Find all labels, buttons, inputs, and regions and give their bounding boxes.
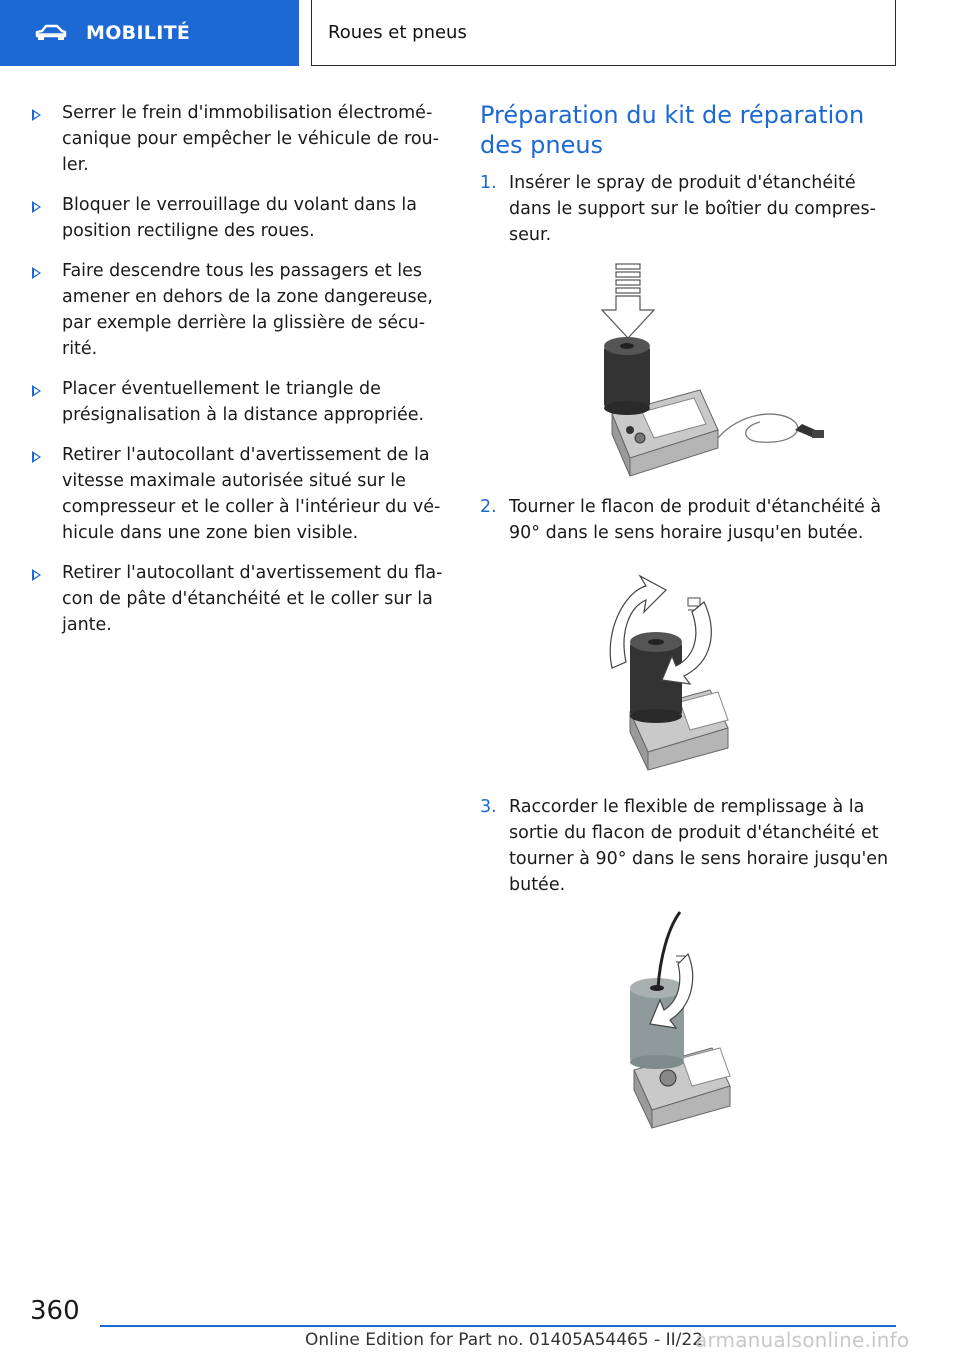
step-text: Tourner le flacon de produit d'étanchéité à 90° dans le sens horaire jusqu'en butée. bbox=[509, 497, 882, 543]
section-label: MOBILITÉ bbox=[86, 22, 191, 44]
bullet-triangle-icon bbox=[32, 569, 41, 581]
edition-label: Online Edition for Part no. 01405A54465 - II/22 bbox=[305, 1330, 704, 1350]
step-number: 2. bbox=[480, 497, 497, 517]
list-item: Retirer l'autocollant d'avertissement du fla-con de pâte d'étanchéité et le coller sur la jante. bbox=[30, 560, 450, 638]
section-heading: Préparation du kit de réparation des pneus bbox=[480, 101, 865, 159]
step-3 bbox=[480, 794, 900, 898]
watermark: armanualsonline.info bbox=[695, 1328, 910, 1352]
step-text: Insérer le spray de produit d'étanchéité dans le support sur le boîtier du compres-seur. bbox=[509, 173, 876, 245]
chapter-title: Roues et pneus bbox=[328, 22, 467, 43]
bullet-triangle-icon bbox=[32, 451, 41, 463]
bullet-triangle-icon bbox=[32, 201, 41, 213]
car-icon bbox=[34, 23, 68, 43]
footer-divider bbox=[100, 1325, 896, 1327]
step-number: 1. bbox=[480, 173, 497, 193]
page-number: 360 bbox=[30, 1296, 80, 1326]
list-item: Placer éventuellement le triangle de présignalisation à la distance appropriée. bbox=[30, 376, 450, 428]
figure-rotate-bottle bbox=[600, 572, 770, 782]
chapter-header bbox=[311, 0, 896, 66]
figure-connect-hose bbox=[620, 908, 770, 1134]
bullet-triangle-icon bbox=[32, 267, 41, 279]
step-2 bbox=[480, 494, 900, 546]
list-item: Bloquer le verrouillage du volant dans la position rectiligne des roues. bbox=[30, 192, 450, 244]
bullet-triangle-icon bbox=[32, 385, 41, 397]
step-text: Raccorder le flexible de remplissage à la sortie du flacon de produit d'étanchéité et tourner à 90° dans le sens horaire jusqu'en butée. bbox=[509, 797, 889, 895]
section-tab bbox=[0, 0, 299, 66]
repair-kit-section bbox=[480, 100, 900, 248]
step-1 bbox=[480, 170, 900, 248]
step-number: 3. bbox=[480, 797, 497, 817]
list-item: Retirer l'autocollant d'avertissement de la vitesse maximale autorisée situé sur le compresseur et le coller à l'intérieur du vé-hicule dans une zone bien visible. bbox=[30, 442, 450, 546]
list-item: Faire descendre tous les passagers et les amener en dehors de la zone dangereuse, par exemple derrière la glissière de sécu-rité. bbox=[30, 258, 450, 362]
instruction-list bbox=[30, 100, 450, 652]
list-item: Serrer le frein d'immobilisation électromé-canique pour empêcher le véhicule de rou-ler. bbox=[30, 100, 450, 178]
figure-insert-sealant bbox=[590, 262, 840, 484]
bullet-triangle-icon bbox=[32, 109, 41, 121]
